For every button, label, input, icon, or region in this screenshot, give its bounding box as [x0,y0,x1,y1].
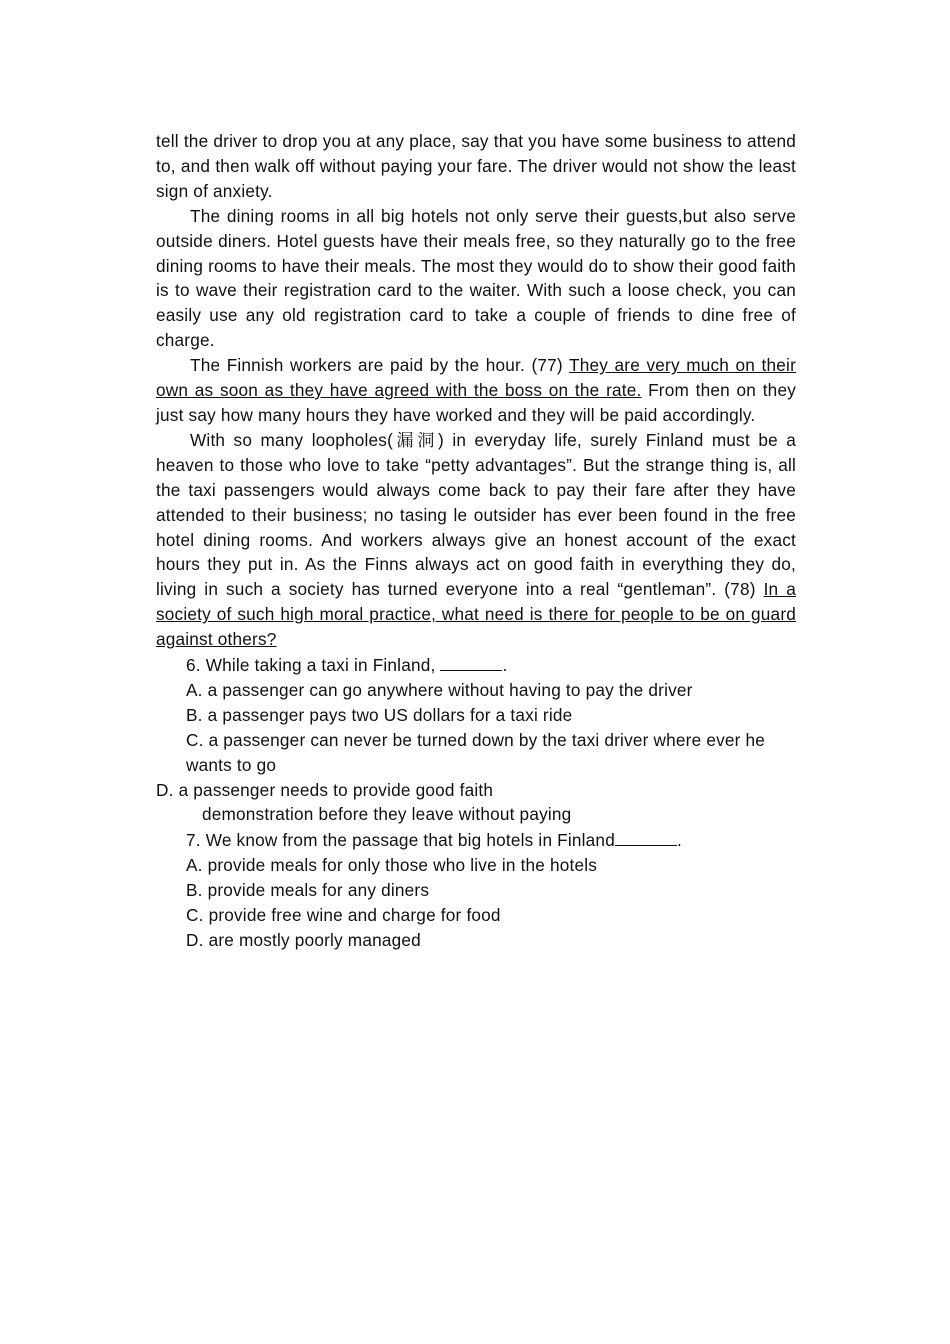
paragraph-3-text-b: From then on they just say how many hours they have worked and they will be paid accordingly. [156,380,796,425]
question-7-option-d: D. are mostly poorly managed [186,930,421,950]
question-6-option-c: C. a passenger can never be turned down by the taxi driver where ever he wants to go [186,729,766,775]
answer-blank [615,827,677,846]
question-6-option-b: B. a passenger pays two US dollars for a taxi ride [186,704,573,725]
paragraph-4-text: With so many loopholes(漏洞) in everyday life, surely Finland must be a heaven to those who love to take “petty advantages”. But the strange thing is, all the taxi passengers would always come back to pay their fare after they have attended to their business; no tasing le outsider has ever been found in the free hotel dining rooms. And workers always give an honest account of the exact hours they put in. As the Finns always act on good faith in everything they do, living in such a society has turned everyone into a real “gentleman”. (78) [156,429,796,600]
question-7-option-b: B. provide meals for any diners [186,880,430,901]
question-6-option-d: D. a passenger needs to provide good faith [156,779,494,800]
sentence-77-underlined: They are very much on their own as soon as they have agreed with the boss on the rate. [156,355,796,401]
question-7-stem: 7. We know from the passage that big hotels in Finland . [156,827,796,853]
answer-blank [440,652,502,671]
question-6-stem: 6. While taking a taxi in Finland, . [156,652,796,678]
sentence-78-underlined: In a society of such high moral practice, what need is there for people to be on guard against others? [156,579,796,650]
question-7-option-a: A. provide meals for only those who live in the hotels [186,855,598,876]
question-6-option-d-continued: demonstration before they leave without paying [202,804,572,825]
passage-paragraph-3 [156,353,796,428]
passage-paragraph-4 [156,428,796,652]
exam-page [156,129,796,953]
paragraph-3-text-a: The Finnish workers are paid by the hour. (77) [190,355,570,376]
passage-paragraph-1: tell the driver to drop you at any place, say that you have some business to attend to, and then walk off without paying your fare. The driver would not show the least sign of anxiety. [156,131,796,201]
question-7-option-c: C. provide free wine and charge for food [186,905,501,926]
passage-paragraph-2: The dining rooms in all big hotels not only serve their guests,but also serve outside diners. Hotel guests have their meals free, so they naturally go to the free dining rooms to have their meals. The most they would do to show their good faith is to wave their registration card to the waiter. With such a loose check, you can easily use any old registration card to take a couple of friends to dine free of charge. [156,205,796,351]
question-6-option-a: A. a passenger can go anywhere without having to pay the driver [186,679,693,700]
